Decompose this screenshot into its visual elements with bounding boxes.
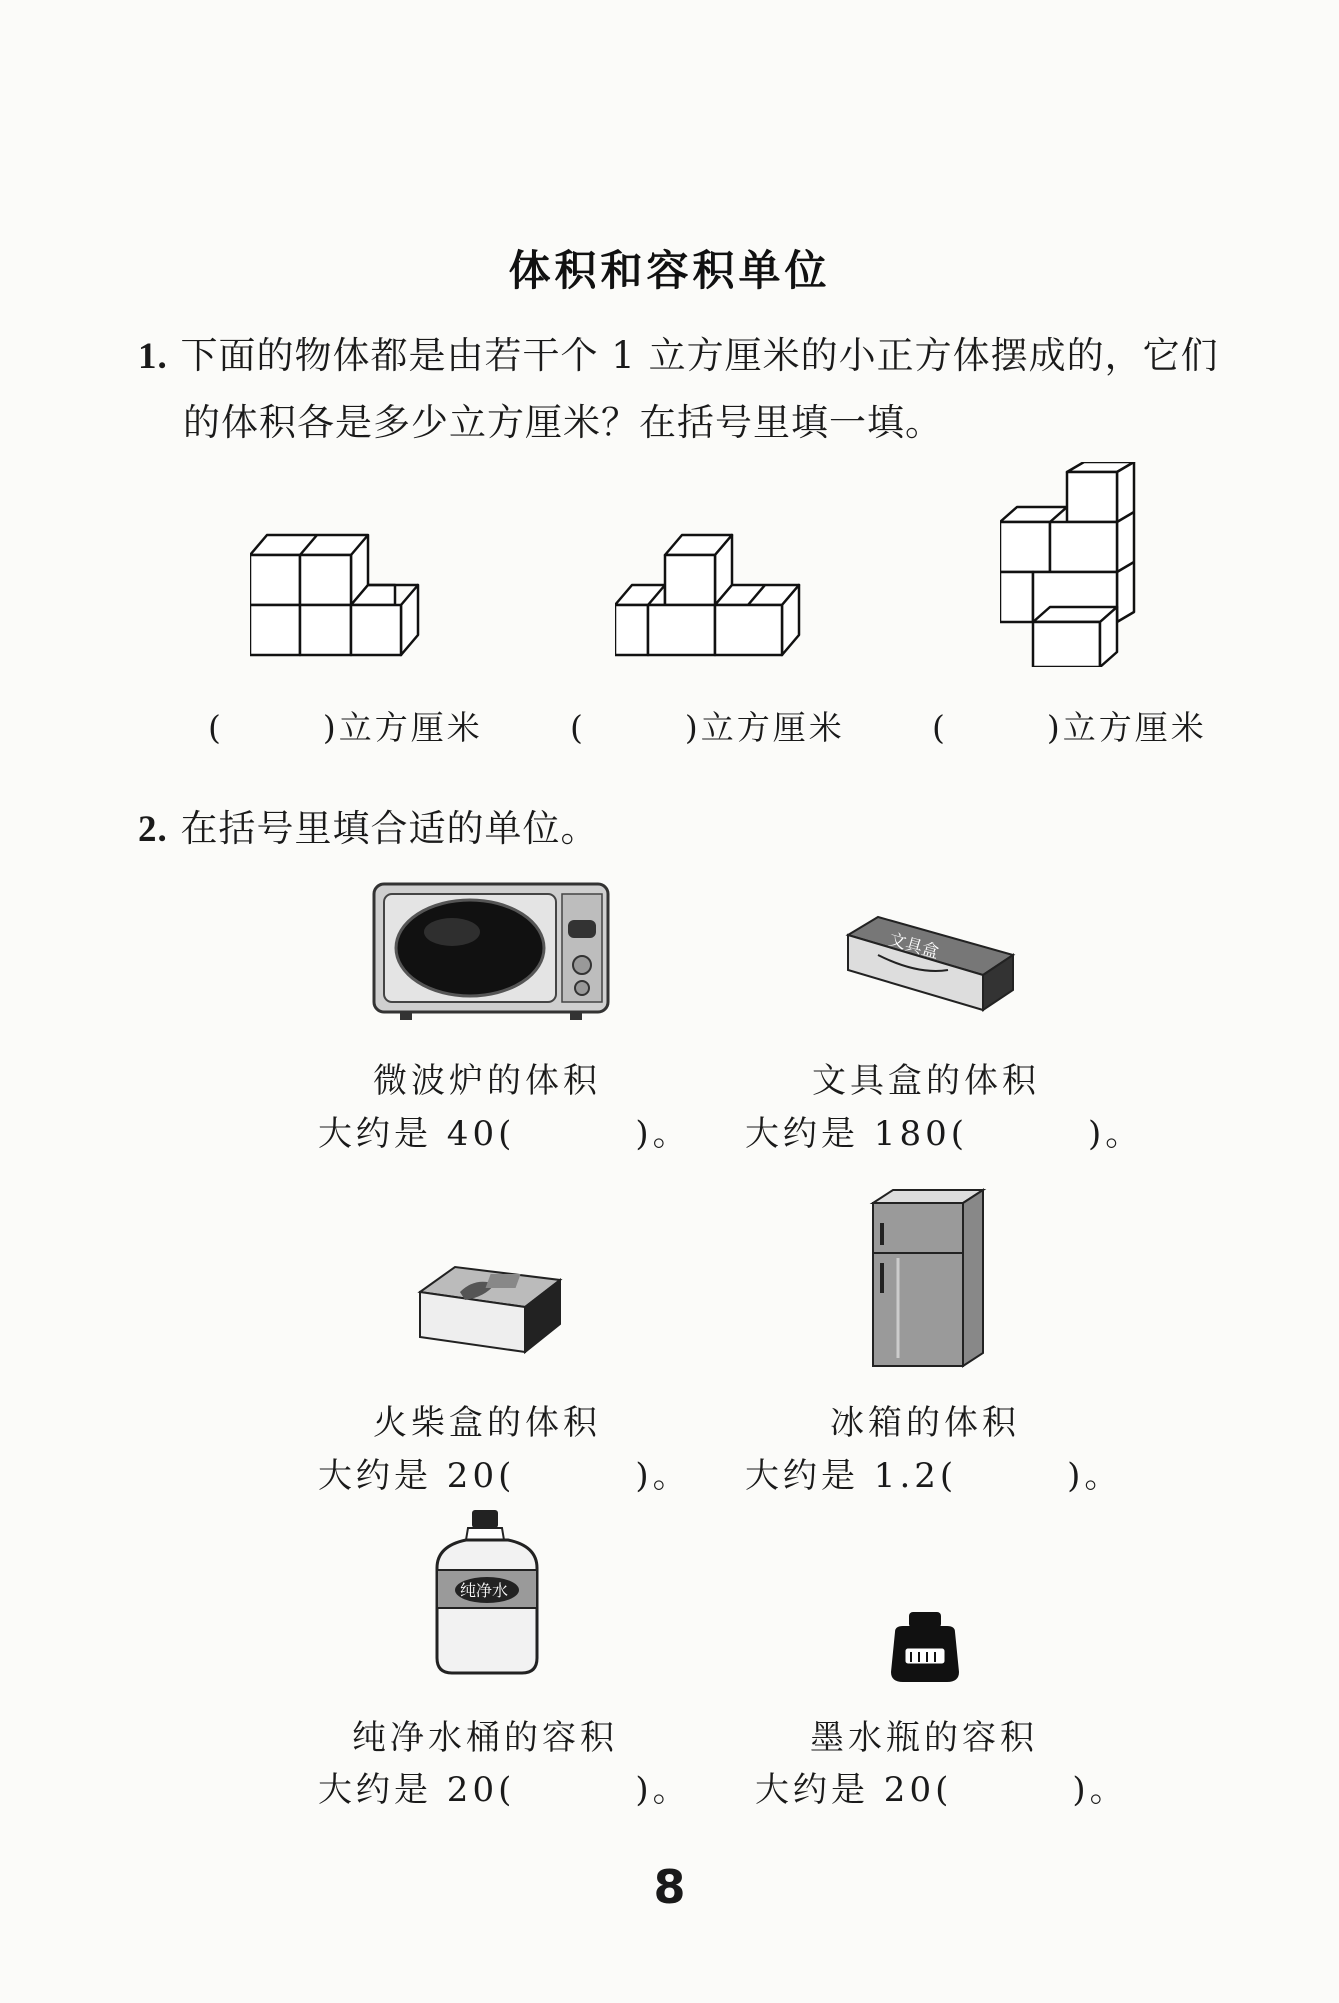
item-microwave-suffix: )。 (635, 1114, 691, 1154)
item-pencil-case-suffix: )。 (1087, 1114, 1144, 1154)
item-refrigerator-suffix: )。 (1067, 1456, 1123, 1496)
item-pencil-case-name: 文具盒的体积 (812, 1061, 1040, 1101)
item-pencil-case-prefix: 大约是 180( (745, 1114, 968, 1154)
cube-figure-3 (1000, 462, 1150, 667)
page-number: 8 (653, 1860, 686, 1914)
question-1-number: 1. (138, 336, 168, 377)
pencil-case-icon (838, 915, 1018, 1015)
cube-figure-2 (615, 525, 815, 665)
item-water-bottle-name: 纯净水桶的容积 (352, 1718, 618, 1758)
answer-3-unit: )立方厘米 (1046, 708, 1207, 747)
item-ink-bottle-name: 墨水瓶的容积 (810, 1718, 1038, 1758)
answer-2-open: ( (570, 708, 586, 747)
answer-blank-2[interactable] (570, 702, 845, 749)
item-matchbox-sentence (318, 1448, 691, 1497)
item-matchbox-name: 火柴盒的体积 (373, 1403, 601, 1443)
item-microwave-sentence (318, 1106, 691, 1155)
item-refrigerator-prefix: 大约是 1.2( (745, 1456, 958, 1496)
item-microwave-prefix: 大约是 40( (318, 1114, 516, 1154)
cube-figure-1 (250, 525, 450, 665)
matchbox-icon (415, 1262, 565, 1357)
item-water-bottle-sentence (318, 1762, 691, 1811)
item-refrigerator-name: 冰箱的体积 (830, 1403, 1020, 1443)
microwave-icon (372, 880, 612, 1030)
item-ink-bottle-suffix: )。 (1072, 1770, 1128, 1810)
answer-1-unit: )立方厘米 (322, 708, 483, 747)
item-water-bottle-prefix: 大约是 20( (318, 1770, 516, 1810)
item-ink-bottle-prefix: 大约是 20( (755, 1770, 953, 1810)
item-microwave-name: 微波炉的体积 (373, 1061, 601, 1101)
water-bottle-icon (432, 1508, 542, 1678)
item-pencil-case-sentence (745, 1106, 1143, 1155)
answer-blank-3[interactable] (932, 702, 1207, 749)
refrigerator-icon (868, 1188, 988, 1368)
item-matchbox-suffix: )。 (635, 1456, 691, 1496)
item-refrigerator-sentence (745, 1448, 1122, 1497)
answer-blank-1[interactable] (208, 702, 483, 749)
pencil-case-label: 文具盒 (886, 929, 941, 964)
question-1-line-1 (138, 325, 1219, 379)
answer-2-unit: )立方厘米 (684, 708, 845, 747)
water-bottle-label: 纯净水 (460, 1581, 509, 1600)
ink-bottle-icon (885, 1610, 965, 1685)
item-water-bottle-suffix: )。 (635, 1770, 691, 1810)
item-ink-bottle-sentence (755, 1762, 1128, 1811)
question-2-number: 2. (138, 809, 168, 850)
answer-3-open: ( (932, 708, 948, 747)
question-2-line (138, 798, 599, 852)
question-2-text: 在括号里填合适的单位。 (180, 807, 599, 850)
page-title: 体积和容积单位 (508, 246, 831, 295)
question-1-text-1: 下面的物体都是由若干个 1 立方厘米的小正方体摆成的，它们 (180, 334, 1219, 377)
question-1-line-2: 的体积各是多少立方厘米？在括号里填一填。 (183, 401, 943, 444)
item-matchbox-prefix: 大约是 20( (318, 1456, 516, 1496)
answer-1-open: ( (208, 708, 224, 747)
